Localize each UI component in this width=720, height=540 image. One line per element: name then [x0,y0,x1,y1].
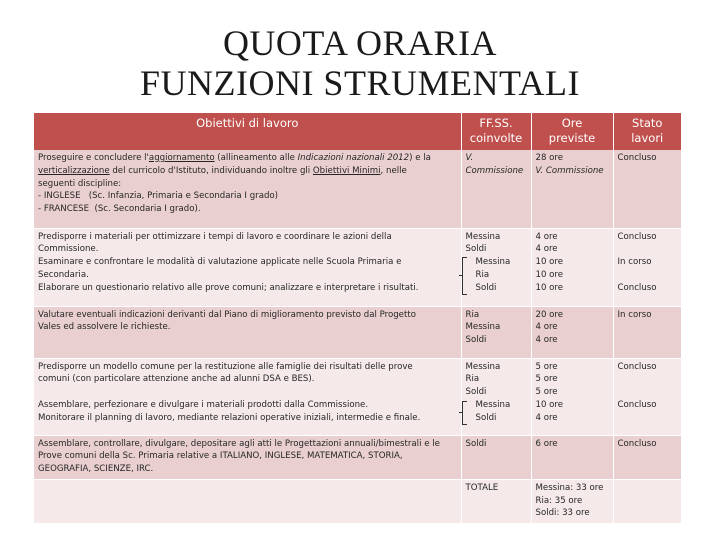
ffss-cell: Messina Soldi Messina Ria Soldi [461,228,531,306]
stato-cell: Concluso [613,435,681,479]
table-row [34,358,681,435]
ffss-cell: Soldi [461,435,531,479]
ore-cell: 6 ore [531,435,613,479]
objective-cell: Assemblare, controllare, divulgare, depositare agli atti le Progettazioni annuali/bimestrali e le Prove comuni della Sc. Primaria relative a ITALIANO, INGLESE, MATEMATICA, STORIA, GEOGRAFIA, SCIENZE, IRC. [34,435,461,479]
ore-cell: 4 ore 4 ore 10 ore 10 ore 10 ore [531,228,613,306]
title-line-1: QUOTA ORARIA [222,23,498,63]
table-row [34,228,681,306]
ore-cell: 20 ore 4 ore 4 ore [531,306,613,358]
stato-cell: Concluso In corso Concluso [613,228,681,306]
table-row-totals [34,479,681,523]
table-row [34,435,681,479]
ffss-cell: V. Commissione [461,150,531,228]
objective-cell: Predisporre un modello comune per la restituzione alle famiglie dei risultati delle prove comuni (con particolare attenzione anche ad alunni DSA e BES). Assemblare, perfezionare e divulgare i materiali prodotti dalla Commissione. Monitorare il planning di lavoro, mediante relazioni operative iniziali, intermedie e finale. [34,358,461,435]
table-row [34,150,681,228]
bracket-icon [462,257,467,295]
ore-cell: 28 ore V. Commissione [531,150,613,228]
stato-cell [613,479,681,523]
header-stato: Stato lavori [613,113,681,150]
header-ffss: FF.SS. coinvolte [461,113,531,150]
ffss-cell: Messina Ria Soldi Messina Soldi [461,358,531,435]
header-objectives: Obiettivi di lavoro [34,113,461,150]
objective-cell: Valutare eventuali indicazioni derivanti dal Piano di miglioramento previsto dal Progetto Vales ed assolvere le richieste. [34,306,461,358]
title-line-2: FUNZIONI STRUMENTALI [139,63,581,103]
totals-cell: Messina: 33 ore Ria: 35 ore Soldi: 33 ore [531,479,613,523]
objective-cell [34,479,461,523]
objective-cell: Predisporre i materiali per ottimizzare i tempi di lavoro e coordinare le azioni della Commissione. Esaminare e confrontare le modalità di valutazione applicate nelle Scuola Primaria e Secondaria. Elaborare un questionario relativo alle prove comuni; analizzare e interpretare i risultati. [34,228,461,306]
ffss-cell: Ria Messina Soldi [461,306,531,358]
stato-cell: Concluso Concluso [613,358,681,435]
objective-cell: Proseguire e concludere l'aggiornamento (allineamento alle Indicazioni nazionali 2012) e la verticalizzazione del curricolo d'Istituto, individuando inoltre gli Obiettivi Minimi, nelle seguenti discipline: - INGLESE (Sc. Infanzia, Primaria e Secondaria I grado) - FRANCESE (Sc. Secondaria I grado). [34,150,461,228]
table-header-row [34,113,681,150]
total-label: TOTALE [461,479,531,523]
stato-cell: Concluso [613,150,681,228]
table-row [34,306,681,358]
header-ore: Ore previste [531,113,613,150]
ore-cell: 5 ore 5 ore 5 ore 10 ore 4 ore [531,358,613,435]
stato-cell: In corso [613,306,681,358]
bracket-icon [462,401,467,425]
quota-table [34,113,681,524]
